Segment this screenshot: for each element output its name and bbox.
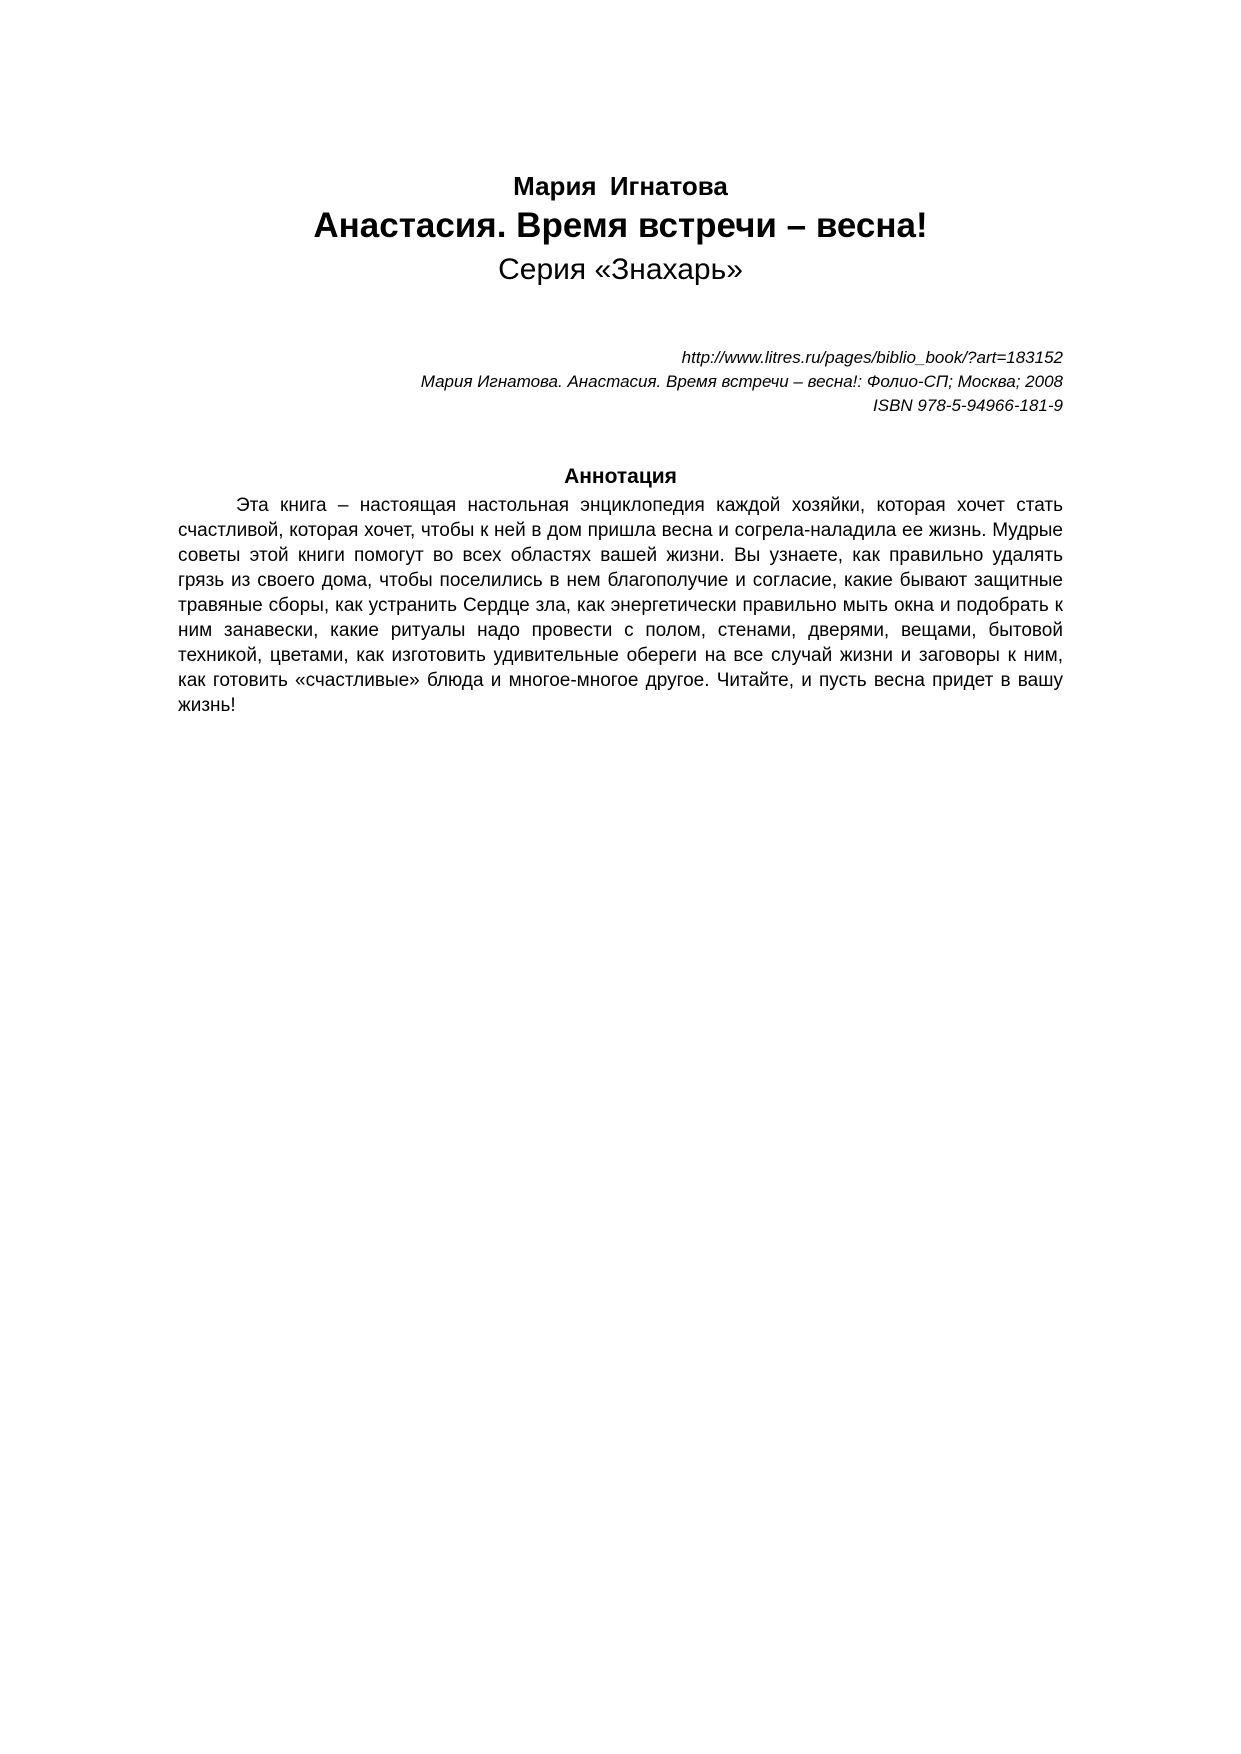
title-block	[178, 170, 1063, 290]
source-url: http://www.litres.ru/pages/biblio_book/?art=183152	[681, 348, 1063, 367]
annotation-heading: Аннотация	[564, 465, 677, 488]
annotation-text: Эта книга – настоящая настольная энциклопедия каждой хозяйки, которая хочет стать счастливой, которая хочет, чтобы к ней в дом пришла весна и согрела-наладила ее жизнь. Мудрые советы этой книги помогут во всех областях вашей жизни. Вы узнаете, как правильно удалять грязь из своего дома, чтобы поселились в нем благополучие и согласие, какие бывают защитные травяные сборы, как устранить Сердце зла, как энергетически правильно мыть окна и подобрать к ним занавески, какие ритуалы надо провести с полом, стенами, дверями, вещами, бытовой техникой, цветами, как изготовить удивительные обереги на все случай жизни и заговоры к ним, как готовить «счастливые» блюда и многое-многое другое. Читайте, и пусть весна придет в вашу жизнь!	[178, 495, 1063, 716]
author-name: Мария Игнатова	[513, 171, 728, 201]
publication-meta	[178, 346, 1063, 418]
isbn: ISBN 978-5-94966-181-9	[873, 396, 1063, 415]
publication-info: Мария Игнатова. Анастасия. Время встречи – весна!: Фолио-СП; Москва; 2008	[420, 372, 1063, 391]
book-title: Анастасия. Время встречи – весна!	[313, 206, 928, 245]
series-name: Серия «Знахарь»	[498, 253, 743, 286]
